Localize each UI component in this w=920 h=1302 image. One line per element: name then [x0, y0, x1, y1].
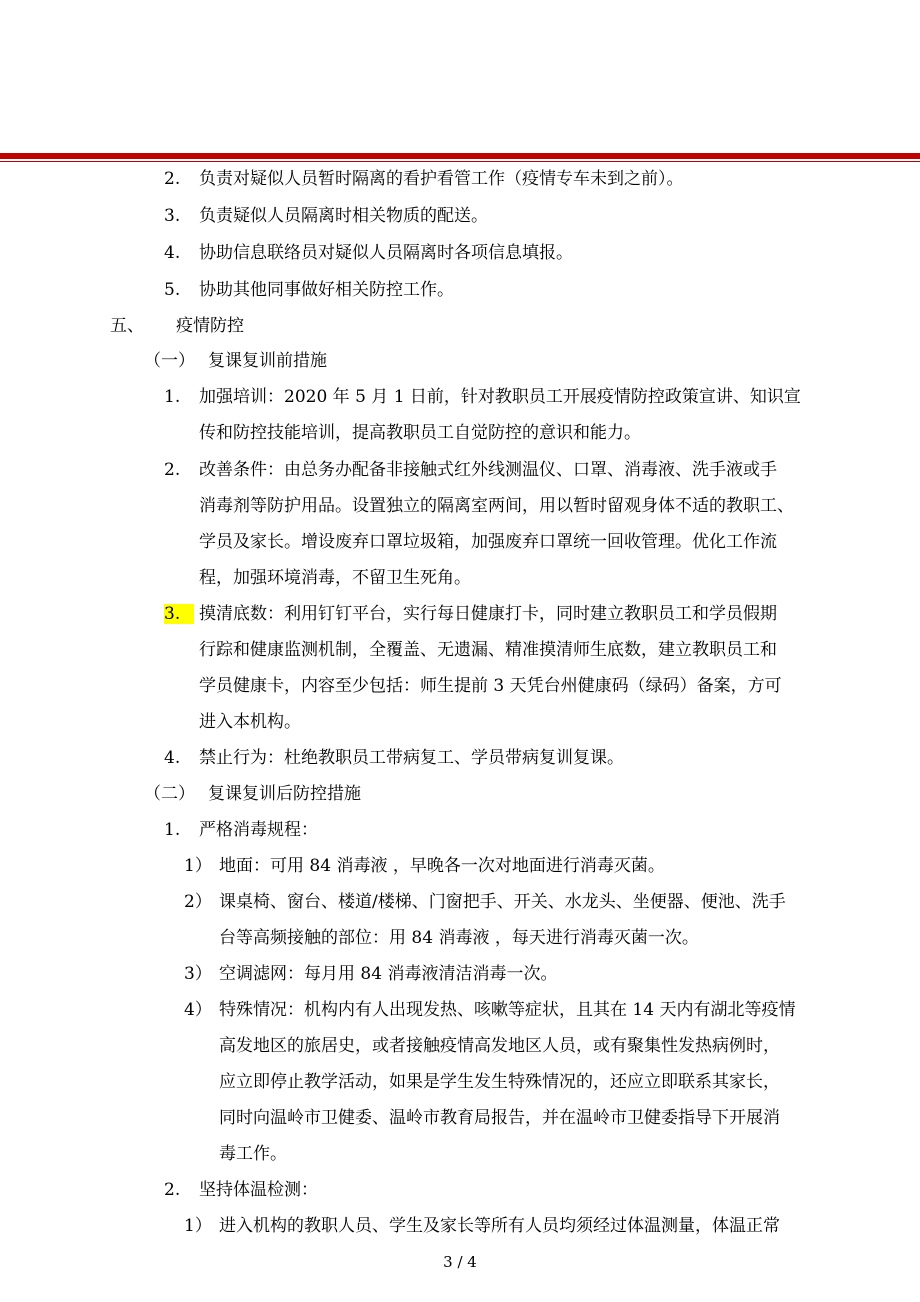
header-rule-thin	[0, 161, 920, 162]
item-number: 3.	[164, 206, 181, 226]
item-text: 传和防控技能培训，提高教职员工自觉防控的意识和能力。	[199, 423, 641, 443]
subitem-number: 4）	[184, 1000, 212, 1020]
item-text: 负责疑似人员隔离时相关物质的配送。	[199, 206, 488, 226]
item-text: 消毒剂等防护用品。设置独立的隔离室两间，用以暂时留观身体不适的教职工、	[199, 496, 794, 516]
subsection-title: 复课复训前措施	[208, 351, 327, 371]
item-number: 2.	[164, 169, 181, 189]
item-text: 禁止行为：杜绝教职员工带病复工、学员带病复训复课。	[199, 748, 624, 768]
item-number: 2.	[164, 1180, 181, 1200]
item-text: 协助其他同事做好相关防控工作。	[199, 280, 454, 300]
item-text: 行踪和健康监测机制，全覆盖、无遗漏、精准摸清师生底数，建立教职员工和	[199, 640, 777, 660]
item-number: 1.	[164, 387, 181, 407]
item-number: 2.	[164, 460, 181, 480]
item-text: 进入本机构。	[199, 712, 301, 732]
section-number: 五、	[110, 316, 144, 336]
subsection-title: 复课复训后防控措施	[208, 784, 361, 804]
subitem-text: 台等高频接触的部位：用 84 消毒液 ，每天进行消毒灭菌一次。	[219, 928, 699, 948]
item-text: 负责对疑似人员暂时隔离的看护看管工作（疫情专车未到之前）。	[199, 169, 684, 189]
subitem-number: 2）	[184, 892, 212, 912]
subitem-text: 地面：可用 84 消毒液 ，早晚各一次对地面进行消毒灭菌。	[219, 856, 665, 876]
item-text: 学员及家长。增设废弃口罩垃圾箱，加强废弃口罩统一回收管理。优化工作流	[199, 532, 777, 552]
subitem-text: 课桌椅、窗台、楼道/楼梯、门窗把手、开关、水龙头、坐便器、便池、洗手	[219, 892, 786, 912]
subitem-text: 特殊情况：机构内有人出现发热、咳嗽等症状，且其在 14 天内有湖北等疫情	[219, 1000, 796, 1020]
subitem-text: 空调滤网：每月用 84 消毒液清洁消毒一次。	[219, 964, 558, 984]
subsection-number: （一）	[144, 351, 195, 371]
header-rule	[0, 153, 920, 159]
section-title: 疫情防控	[176, 316, 244, 336]
item-text: 加强培训：2020 年 5 月 1 日前，针对教职员工开展疫情防控政策宣讲、知识宣	[199, 387, 801, 407]
subitem-text: 同时向温岭市卫健委、温岭市教育局报告，并在温岭市卫健委指导下开展消	[219, 1108, 780, 1128]
item-text: 学员健康卡，内容至少包括：师生提前 3 天凭台州健康码（绿码）备案，方可	[199, 676, 782, 696]
item-text: 协助信息联络员对疑似人员隔离时各项信息填报。	[199, 243, 573, 263]
subitem-number: 3）	[184, 964, 212, 984]
item-text: 改善条件：由总务办配备非接触式红外线测温仪、口罩、消毒液、洗手液或手	[199, 460, 777, 480]
subitem-text: 进入机构的教职人员、学生及家长等所有人员均须经过体温测量，体温正常	[219, 1216, 780, 1236]
subitem-number: 1）	[184, 856, 212, 876]
item-number: 4.	[164, 748, 181, 768]
item-text: 摸清底数：利用钉钉平台，实行每日健康打卡，同时建立教职员工和学员假期	[199, 604, 777, 624]
item-text: 程，加强环境消毒，不留卫生死角。	[199, 568, 471, 588]
item-number: 1.	[164, 820, 181, 840]
page-number: 3 / 4	[443, 1253, 477, 1271]
item-number: 5.	[164, 280, 181, 300]
subitem-number: 1）	[184, 1216, 212, 1236]
subitem-text: 应立即停止教学活动，如果是学生发生特殊情况的，还应立即联系其家长，	[219, 1072, 780, 1092]
item-number: 4.	[164, 243, 181, 263]
item-title: 坚持体温检测：	[199, 1180, 318, 1200]
subitem-text: 高发地区的旅居史，或者接触疫情高发地区人员，或有聚集性发热病例时，	[219, 1036, 780, 1056]
subsection-number: （二）	[144, 784, 195, 804]
item-title: 严格消毒规程：	[199, 820, 318, 840]
highlighted-item-number: 3.	[164, 604, 194, 624]
subitem-text: 毒工作。	[219, 1144, 287, 1164]
